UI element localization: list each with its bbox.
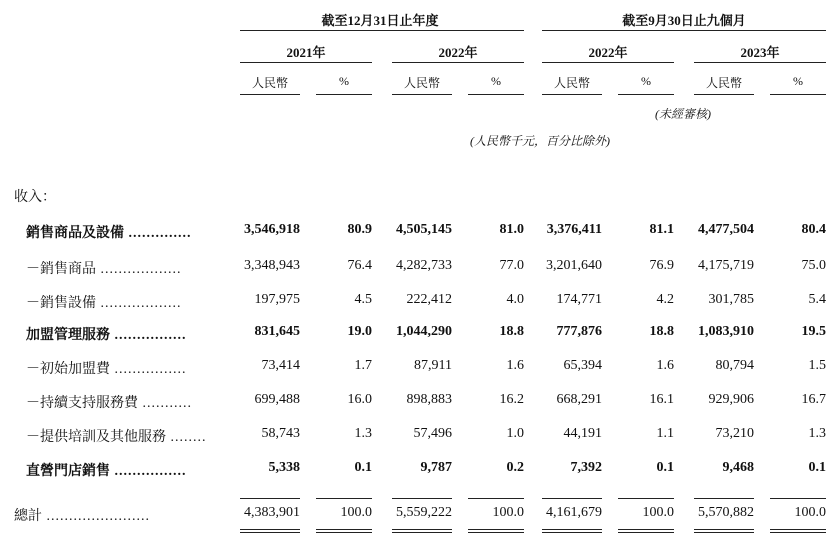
total-double-rule-7 [694, 529, 754, 533]
total-double-rule-8 [770, 529, 826, 533]
total-row-leader-dots: ....................... [42, 509, 150, 524]
revenue-row-6-value-4: 16.2 [499, 392, 524, 407]
revenue-row-2-value-4: 77.0 [499, 258, 524, 273]
revenue-row-8-value-1: 5,338 [268, 460, 300, 475]
total-row-value-1: 4,383,901 [244, 505, 300, 520]
revenue-row-1-label [26, 222, 192, 242]
col-header-rmb-4: 人民幣 [705, 76, 742, 90]
subtotal-rule-7 [694, 498, 754, 499]
total-row-value-4: 100.0 [492, 505, 524, 520]
revenue-row-2-value-1: 3,348,943 [244, 258, 300, 273]
total-double-rule-4 [468, 529, 524, 533]
col-rule-pct-4 [770, 94, 826, 95]
total-row-label [14, 505, 150, 525]
total-double-rule-5 [542, 529, 602, 533]
revenue-row-5-value-2: 1.7 [354, 358, 372, 373]
revenue-row-7-leader-dots: ........ [166, 430, 207, 445]
revenue-row-3-value-8: 5.4 [808, 292, 826, 307]
year-rule-2023-nine [694, 62, 826, 63]
revenue-row-8-value-2: 0.1 [354, 460, 372, 475]
revenue-row-4-value-4: 18.8 [499, 324, 524, 339]
col-header-pct-3: % [641, 74, 651, 88]
revenue-row-8-leader-dots: ................ [110, 464, 187, 479]
col-header-rmb-1: 人民幣 [251, 76, 288, 90]
revenue-row-6-leader-dots: ........... [138, 396, 192, 411]
col-rule-rmb-2 [392, 94, 452, 95]
revenue-row-7-value-6: 1.1 [656, 426, 674, 441]
revenue-row-8-value-8: 0.1 [808, 460, 826, 475]
total-row-value-5: 4,161,679 [546, 505, 602, 520]
revenue-row-1-value-5: 3,376,411 [546, 222, 602, 237]
revenue-row-1-label-text: 銷售商品及設備 [26, 226, 124, 241]
subtotal-rule-5 [542, 498, 602, 499]
revenue-row-3-value-3: 222,412 [406, 292, 452, 307]
revenue-row-3-value-1: 197,975 [254, 292, 300, 307]
revenue-row-8-value-5: 7,392 [570, 460, 602, 475]
year-rule-2022-nine [542, 62, 674, 63]
revenue-row-2-value-6: 76.9 [649, 258, 674, 273]
revenue-row-2-label-text: －銷售商品 [26, 262, 96, 277]
revenue-row-2-value-2: 76.4 [347, 258, 372, 273]
total-double-rule-6 [618, 529, 674, 533]
revenue-row-6-value-8: 16.7 [801, 392, 826, 407]
revenue-row-3-value-2: 4.5 [354, 292, 372, 307]
revenue-row-7-value-7: 73,210 [715, 426, 754, 441]
subtotal-rule-3 [392, 498, 452, 499]
revenue-row-2-value-3: 4,282,733 [396, 258, 452, 273]
revenue-row-2-leader-dots: .................. [96, 262, 182, 277]
revenue-row-2-value-5: 3,201,640 [546, 258, 602, 273]
revenue-row-8-label-text: 直營門店銷售 [26, 464, 110, 479]
revenue-row-4-value-1: 831,645 [254, 324, 300, 339]
col-header-pct-1: % [339, 74, 349, 88]
revenue-row-1-value-7: 4,477,504 [698, 222, 754, 237]
revenue-row-5-value-6: 1.6 [656, 358, 674, 373]
col-rule-rmb-4 [694, 94, 754, 95]
revenue-row-3-value-6: 4.2 [656, 292, 674, 307]
revenue-row-2-label [26, 258, 182, 278]
total-row-label-text: 總計 [14, 509, 42, 524]
total-row-value-8: 100.0 [794, 505, 826, 520]
total-row-value-2: 100.0 [340, 505, 372, 520]
revenue-row-3-value-7: 301,785 [708, 292, 754, 307]
period-header-year: 截至12月31日止年度 [321, 13, 439, 28]
revenue-row-6-label [26, 392, 192, 412]
subtotal-rule-6 [618, 498, 674, 499]
revenue-row-1-value-2: 80.9 [347, 222, 372, 237]
period-header-nine-months: 截至9月30日止九個月 [622, 13, 746, 28]
revenue-row-5-value-7: 80,794 [715, 358, 754, 373]
total-double-rule-2 [316, 529, 372, 533]
revenue-row-4-value-2: 19.0 [347, 324, 372, 339]
revenue-row-8-label [26, 460, 187, 480]
section-label-revenue: 收入： [14, 190, 56, 205]
revenue-row-1-value-3: 4,505,145 [396, 222, 452, 237]
col-rule-rmb-1 [240, 94, 300, 95]
subtotal-rule-2 [316, 498, 372, 499]
total-double-rule-3 [392, 529, 452, 533]
revenue-row-1-value-1: 3,546,918 [244, 222, 300, 237]
col-header-pct-2: % [491, 74, 501, 88]
revenue-row-4-leader-dots: ................ [110, 328, 187, 343]
col-rule-pct-1 [316, 94, 372, 95]
revenue-row-7-value-2: 1.3 [354, 426, 372, 441]
revenue-row-7-value-5: 44,191 [563, 426, 602, 441]
total-row-value-6: 100.0 [642, 505, 674, 520]
col-header-rmb-3: 人民幣 [553, 76, 590, 90]
subtotal-rule-4 [468, 498, 524, 499]
year-header-2021: 2021年 [286, 45, 326, 60]
revenue-row-6-label-text: －持續支持服務費 [26, 396, 138, 411]
col-header-rmb-2: 人民幣 [403, 76, 440, 90]
revenue-row-5-label-text: －初始加盟費 [26, 362, 110, 377]
revenue-row-1-leader-dots: .............. [124, 226, 192, 241]
col-rule-pct-2 [468, 94, 524, 95]
year-header-2023-nine: 2023年 [740, 45, 780, 60]
revenue-row-3-leader-dots: .................. [96, 296, 182, 311]
total-row-value-3: 5,559,222 [396, 505, 452, 520]
revenue-row-8-value-4: 0.2 [506, 460, 524, 475]
revenue-row-6-value-1: 699,488 [254, 392, 300, 407]
revenue-row-4-value-6: 18.8 [649, 324, 674, 339]
total-double-rule-1 [240, 529, 300, 533]
year-header-2022-nine: 2022年 [588, 45, 628, 60]
year-rule-2021 [240, 62, 372, 63]
revenue-row-5-value-4: 1.6 [506, 358, 524, 373]
year-rule-2022 [392, 62, 524, 63]
revenue-row-4-value-7: 1,083,910 [698, 324, 754, 339]
revenue-row-7-label [26, 426, 207, 446]
period-rule-nine-months [542, 30, 826, 31]
revenue-row-4-label-text: 加盟管理服務 [26, 328, 110, 343]
revenue-row-3-value-5: 174,771 [556, 292, 602, 307]
subtotal-rule-1 [240, 498, 300, 499]
revenue-row-6-value-2: 16.0 [347, 392, 372, 407]
revenue-row-3-value-4: 4.0 [506, 292, 524, 307]
col-header-pct-4: % [793, 74, 803, 88]
col-rule-pct-3 [618, 94, 674, 95]
year-header-2022: 2022年 [438, 45, 478, 60]
revenue-row-6-value-3: 898,883 [406, 392, 452, 407]
revenue-row-5-value-3: 87,911 [414, 358, 452, 373]
revenue-row-5-value-1: 73,414 [261, 358, 300, 373]
subtotal-rule-8 [770, 498, 826, 499]
revenue-row-7-value-8: 1.3 [808, 426, 826, 441]
revenue-row-6-value-6: 16.1 [649, 392, 674, 407]
revenue-row-6-value-7: 929,906 [708, 392, 754, 407]
revenue-row-5-value-5: 65,394 [563, 358, 602, 373]
revenue-row-6-value-5: 668,291 [556, 392, 602, 407]
revenue-row-4-value-5: 777,876 [556, 324, 602, 339]
revenue-row-4-value-8: 19.5 [801, 324, 826, 339]
revenue-row-2-value-7: 4,175,719 [698, 258, 754, 273]
col-rule-rmb-3 [542, 94, 602, 95]
revenue-row-4-label [26, 324, 187, 344]
unit-note: (人民幣千元，百分比除外) [470, 134, 610, 148]
revenue-row-3-label [26, 292, 182, 312]
revenue-row-1-value-4: 81.0 [499, 222, 524, 237]
revenue-row-8-value-3: 9,787 [420, 460, 452, 475]
revenue-row-2-value-8: 75.0 [801, 258, 826, 273]
total-row-value-7: 5,570,882 [698, 505, 754, 520]
revenue-row-7-label-text: －提供培訓及其他服務 [26, 430, 166, 445]
unaudited-note: (未經審核) [655, 107, 711, 121]
revenue-row-4-value-3: 1,044,290 [396, 324, 452, 339]
revenue-row-1-value-6: 81.1 [649, 222, 674, 237]
revenue-row-5-leader-dots: ................ [110, 362, 187, 377]
revenue-row-5-label [26, 358, 187, 378]
period-rule-year [240, 30, 524, 31]
revenue-row-7-value-3: 57,496 [413, 426, 452, 441]
revenue-row-7-value-4: 1.0 [506, 426, 524, 441]
revenue-row-7-value-1: 58,743 [261, 426, 300, 441]
revenue-row-8-value-6: 0.1 [656, 460, 674, 475]
revenue-row-5-value-8: 1.5 [808, 358, 826, 373]
revenue-row-3-label-text: －銷售設備 [26, 296, 96, 311]
revenue-row-8-value-7: 9,468 [722, 460, 754, 475]
revenue-row-1-value-8: 80.4 [801, 222, 826, 237]
